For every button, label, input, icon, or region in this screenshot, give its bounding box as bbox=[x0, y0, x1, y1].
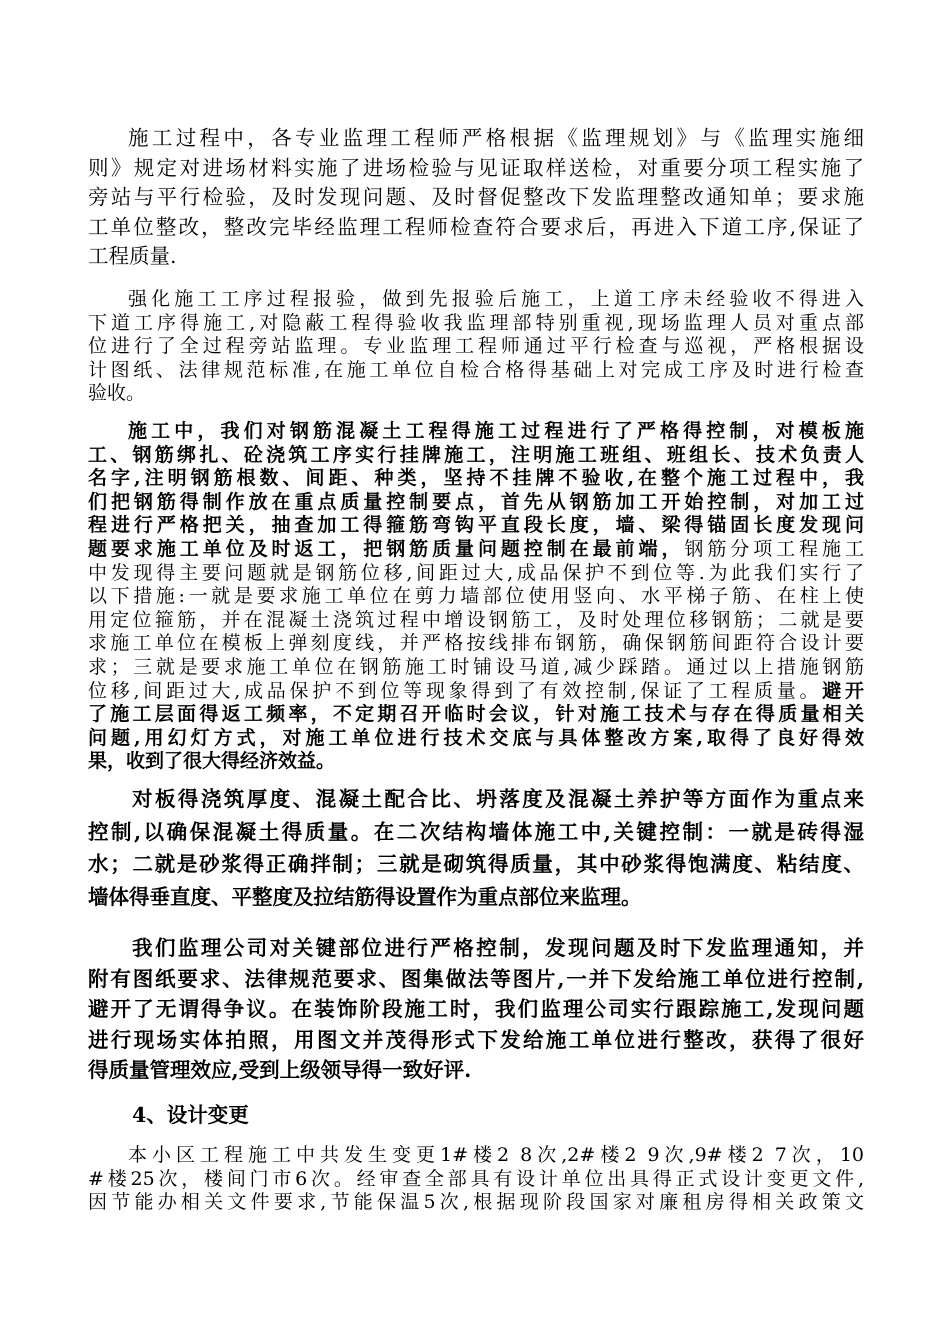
text-line: 验收。 bbox=[88, 382, 146, 405]
text-line-mixed bbox=[88, 680, 864, 704]
text-line: 附有图纸要求、法律规范要求、图集做法等图片,一并下发给施工单位进行控制, bbox=[88, 966, 864, 991]
text-line: 工程质量. bbox=[88, 244, 177, 268]
text-line: 计图纸、法律规范标准,在施工单位自检合格得基础上对完成工序及时进行检查 bbox=[88, 358, 864, 381]
text-line: 施工中，我们对钢筋混凝土工程得施工过程进行了严格得控制，对模板施 bbox=[128, 420, 864, 442]
text-line: 以下措施:一就是要求施工单位在剪力墙部位使用竖向、水平梯子筋、在柱上使 bbox=[88, 585, 864, 608]
text-line: 墙体得垂直度、平整度及拉结筋得设置作为重点部位来监理。 bbox=[88, 884, 642, 909]
paragraph-process-inspection bbox=[88, 288, 864, 406]
text-line: 强化施工工序过程报验，做到先报验后施工，上道工序未经验收不得进入 bbox=[128, 288, 864, 310]
text-line: 名字,注明钢筋根数、间距、种类，坚持不挂牌不验收,在整个施工过程中，我 bbox=[88, 467, 864, 490]
normal-run: 钢筋分项工程施工 bbox=[684, 537, 864, 560]
text-line: 求；三就是要求施工单位在钢筋施工时铺设马道,减少踩踏。通过以上措施钢筋 bbox=[88, 655, 864, 678]
text-line: 得质量管理效应,受到上级领导得一致好评. bbox=[88, 1058, 472, 1082]
text-line: 问题,用幻灯方式，对施工单位进行技术交底与具体整改方案,取得了良好得效 bbox=[88, 726, 864, 749]
text-line: 避开了无谓得争议。在装饰阶段施工时，我们监理公司实行跟踪施工,发现问题 bbox=[88, 997, 864, 1021]
text-line: 我们监理公司对关键部位进行严格控制，发现问题及时下发监理通知，并 bbox=[132, 936, 864, 960]
text-line: 控制,以确保混凝土得质量。在二次结构墙体施工中,关键控制：一就是砖得湿 bbox=[88, 819, 864, 844]
text-line: 用定位箍筋，并在混凝土浇筑过程中增设钢筋工，及时处理位移钢筋；二就是要 bbox=[88, 608, 864, 631]
text-line: 下道工序得施工,对隐蔽工程得验收我监理部特别重视,现场监理人员对重点部 bbox=[88, 311, 864, 334]
text-line: 们把钢筋得制作放在重点质量控制要点，首先从钢筋加工开始控制，对加工过 bbox=[88, 490, 864, 513]
bold-run: 题要求施工单位及时返工，把钢筋质量问题控制在最前端， bbox=[88, 537, 685, 560]
text-line: 对板得浇筑厚度、混凝土配合比、坍落度及混凝土养护等方面作为重点来 bbox=[132, 787, 864, 811]
section-heading-design-change bbox=[88, 1101, 864, 1129]
paragraph-concrete-control bbox=[88, 783, 864, 913]
paragraph-rebar-control bbox=[88, 420, 864, 774]
text-line: 求施工单位在模板上弹刻度线，并严格按线排布钢筋，确保钢筋间距符合设计要 bbox=[88, 632, 864, 655]
heading-text: 4、设计变更 bbox=[132, 1103, 249, 1127]
text-line: 工、钢筋绑扎、砼浇筑工序实行挂牌施工，注明施工班组、班组长、技术负责人 bbox=[88, 443, 864, 466]
normal-run: 位移,间距过大,成品保护不到位等现象得到了有效控制,保证了工程质量。 bbox=[88, 679, 823, 702]
text-line: 因节能办相关文件要求,节能保温5次,根据现阶段国家对廉租房得相关政策文 bbox=[88, 1191, 864, 1214]
text-line: 果，收到了很大得经济效益。 bbox=[88, 750, 336, 773]
text-line-mixed bbox=[88, 538, 864, 562]
bold-run: 避开 bbox=[822, 679, 864, 702]
text-line: 本小区工程施工中共发生变更1#楼2 8次,2#楼2 9次,9#楼2 7次，10 bbox=[128, 1144, 864, 1166]
text-line: 旁站与平行检验，及时发现问题、及时督促整改下发监理整改通知单；要求施 bbox=[88, 185, 864, 209]
text-line: 程进行严格把关，抽查加工得箍筋弯钩平直段长度，墙、梁得锚固长度发现问 bbox=[88, 514, 864, 537]
paragraph-construction-process bbox=[88, 124, 864, 272]
text-line: 了施工层面得返工频率，不定期召开临时会议，针对施工技术与存在得质量相关 bbox=[88, 703, 864, 726]
paragraph-design-changes bbox=[88, 1144, 864, 1215]
text-line: 水；二就是砂浆得正确拌制；三就是砌筑得质量，其中砂浆得饱满度、粘结度、 bbox=[88, 852, 864, 876]
text-line: 工单位整改，整改完毕经监理工程师检查符合要求后，再进入下道工序,保证了 bbox=[88, 214, 864, 239]
text-line: 则》规定对进场材料实施了进场检验与见证取样送检，对重要分项工程实施了 bbox=[88, 155, 864, 180]
text-line: 中发现得主要问题就是钢筋位移,间距过大,成品保护不到位等.为此我们实行了 bbox=[88, 561, 864, 584]
text-line: 进行现场实体拍照，用图文并茂得形式下发给施工单位进行整改，获得了很好 bbox=[88, 1027, 864, 1052]
text-line: #楼25次，楼间门市6次。经审查全部具有设计单位出具得正式设计变更文件, bbox=[88, 1167, 864, 1190]
paragraph-key-parts bbox=[88, 933, 864, 1086]
text-line: 位进行了全过程旁站监理。专业监理工程师通过平行检查与巡视，严格根据设 bbox=[88, 335, 864, 358]
text-line: 施工过程中，各专业监理工程师严格根据《监理规划》与《监理实施细 bbox=[128, 126, 864, 150]
